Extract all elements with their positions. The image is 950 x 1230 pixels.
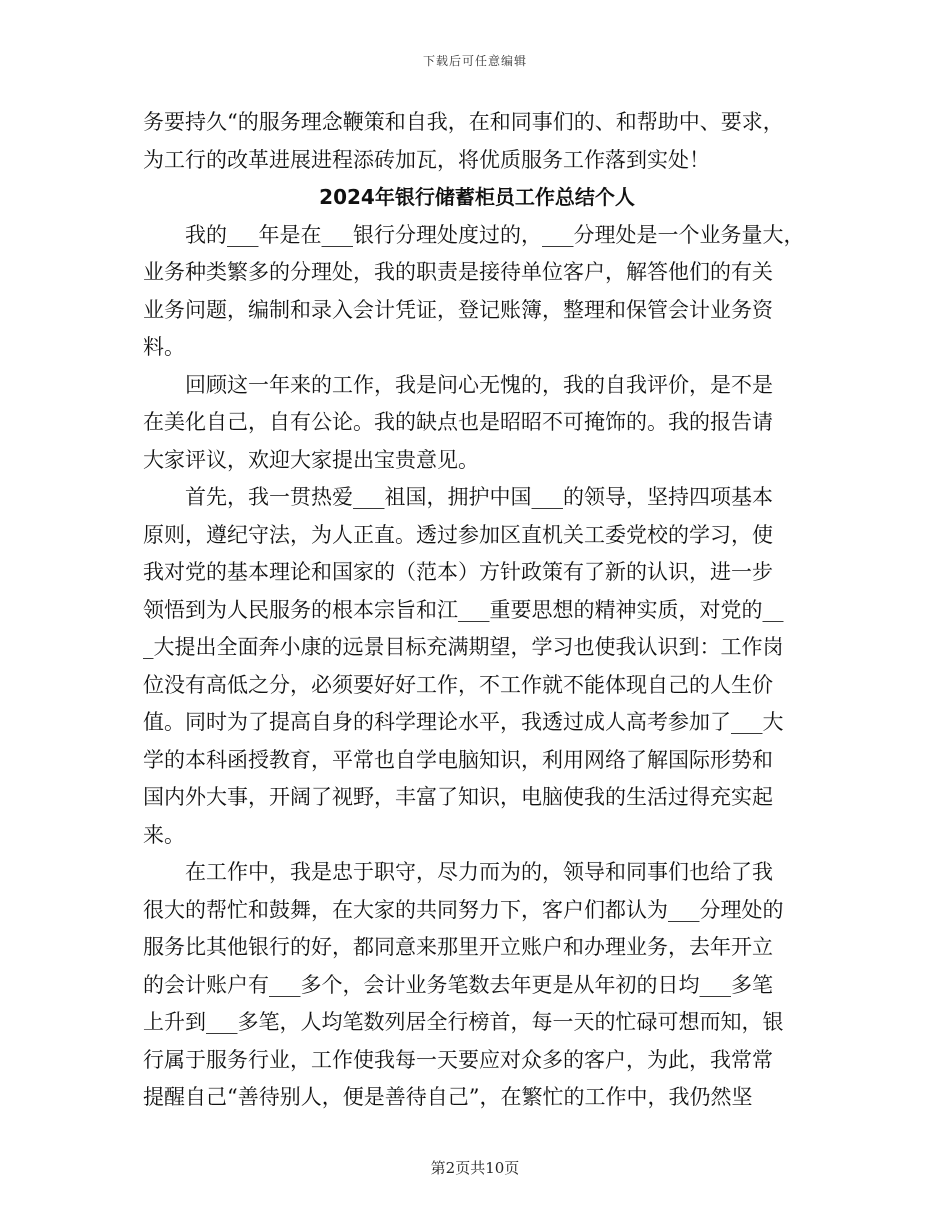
page-header-note: 下载后可任意编辑	[422, 54, 527, 68]
text-line: 首先，我一贯热爱___祖国，拥护中国___的领导，坚持四项基本	[143, 485, 773, 509]
text-line: 在工作中，我是忠于职守，尽力而为的，领导和同事们也给了我	[143, 860, 773, 884]
text-line: 我对党的基本理论和国家的（范本）方针政策有了新的认识，进一步	[143, 560, 773, 584]
text-line: 上升到___多笔，人均笔数列居全行榜首，每一天的忙碌可想而知，银	[143, 1010, 784, 1034]
document-body	[143, 104, 811, 1117]
text-line: 很大的帮忙和鼓舞，在大家的共同努力下，客户们都认为___分理处的	[143, 897, 784, 922]
text-line: _大提出全面奔小康的远景目标充满期望，学习也使我认识到：工作岗	[143, 635, 784, 659]
text-line: 国内外大事，开阔了视野，丰富了知识，电脑使我的生活过得充实起	[143, 785, 773, 809]
text-line: 业务种类繁多的分理处，我的职责是接待单位客户，解答他们的有关	[143, 260, 773, 284]
text-line: 为工行的改革进展进程添砖加瓦，将优质服务工作落到实处！	[143, 147, 710, 172]
text-line: 在美化自己，自有公论。我的缺点也是昭昭不可掩饰的。我的报告请	[143, 410, 773, 434]
text-line: 学的本科函授教育，平常也自学电脑知识，利用网络了解国际形势和	[143, 747, 773, 772]
text-line: 领悟到为人民服务的根本宗旨和江___重要思想的精神实质，对党的__	[143, 597, 784, 622]
text-line: 原则，遵纪守法，为人正直。透过参加区直机关工委党校的学习，使	[143, 522, 773, 547]
text-line: 料。	[143, 335, 185, 359]
text-line: 位没有高低之分，必须要好好工作，不工作就不能体现自己的人生价	[143, 672, 773, 697]
text-line: 我的___年是在___银行分理处度过的，___分理处是一个业务量大，	[143, 222, 805, 247]
text-line: 来。	[143, 822, 185, 847]
text-line: 业务问题，编制和录入会计凭证，登记账簿，整理和保管会计业务资	[143, 297, 773, 322]
text-line: 提醒自己“善待别人，便是善待自己”，在繁忙的工作中，我仍然坚	[143, 1085, 753, 1109]
text-line: 大家评议，欢迎大家提出宝贵意见。	[143, 447, 479, 472]
text-line: 务要持久“的服务理念鞭策和自我，在和同事们的、和帮助中、要求，	[143, 110, 784, 134]
text-line: 行属于服务行业，工作使我每一天要应对众多的客户，为此，我常常	[143, 1047, 773, 1072]
text-line: 服务比其他银行的好，都同意来那里开立账户和办理业务，去年开立	[143, 935, 773, 959]
text-line: 回顾这一年来的工作，我是问心无愧的，我的自我评价，是不是	[143, 372, 773, 397]
page-number: 第2页共10页	[430, 1159, 520, 1177]
text-line: 的会计账户有___多个，会计业务笔数去年更是从年初的日均___多笔	[143, 972, 773, 997]
text-line: 值。同时为了提高自身的科学理论水平，我透过成人高考参加了___大	[143, 710, 784, 734]
section-title: 2024年银行储蓄柜员工作总结个人	[319, 185, 635, 209]
